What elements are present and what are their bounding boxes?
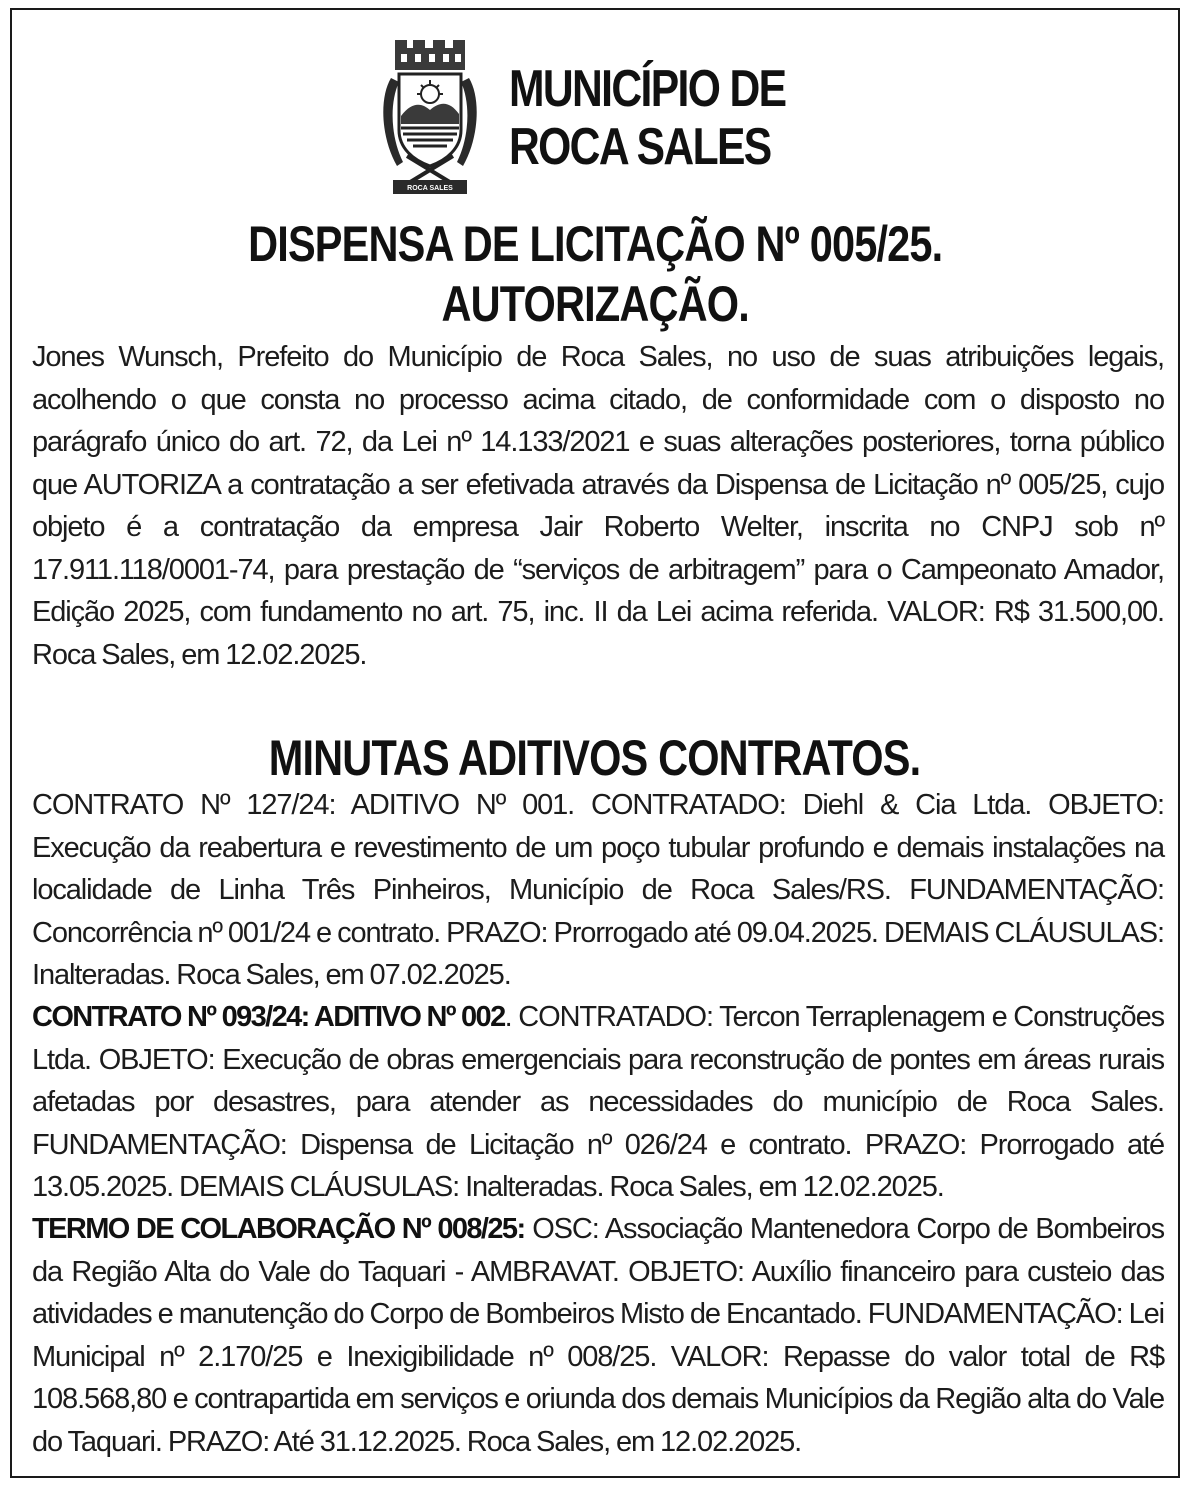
municipality-title-line1: MUNICÍPIO DE — [509, 60, 786, 118]
crest-motto: ROCA SALES — [407, 185, 453, 192]
termo-008-lead: TERMO DE COLABORAÇÃO Nº 008/25: — [32, 1213, 525, 1245]
contract-093-paragraph — [32, 996, 1164, 1209]
contract-127-paragraph: CONTRATO Nº 127/24: ADITIVO Nº 001. CONTRATADO: Diehl & Cia Ltda. OBJETO: Execução da reabertura e revestimento de um poço tubular profundo e demais instalações na localidade de Linha Três Pinheiros, Município de Roca Sales/RS. FUNDAMENTAÇÃO: Concorrência nº 001/24 e contrato. PRAZO: Prorrogado até 09.04.2025. DEMAIS CLÁUSULAS: Inalteradas. Roca Sales, em 07.02.2025. — [32, 789, 1164, 991]
dispensa-body: Jones Wunsch, Prefeito do Município de Roca Sales, no uso de suas atribuições legais, acolhendo o que consta no processo acima citado, de conformidade com o disposto no parágrafo único do art. 72, da Lei nº 14.133/2021 e suas alterações posteriores, torna público que AUTORIZA a contratação a ser efetivada através da Dispensa de Licitação nº 005/25, cujo objeto é a contratação da empresa Jair Roberto Welter, inscrita no CNPJ sob nº 17.911.118/0001-74, para prestação de “serviços de arbitragem” para o Campeonato Amador, Edição 2025, com fundamento no art. 75, inc. II da Lei acima referida. VALOR: R$ 31.500,00. Roca Sales, em 12.02.2025. — [32, 341, 1164, 671]
minutas-title: MINUTAS ADITIVOS CONTRATOS. — [269, 730, 921, 786]
contract-093-body: . CONTRATADO: Tercon Terraplenagem e Construções Ltda. OBJETO: Execução de obras emergenciais para reconstrução de pontes em áreas rurais afetadas por desastres, para atender as necessidades do município de Roca Sales. FUNDAMENTAÇÃO: Dispensa de Licitação nº 026/24 e contrato. PRAZO: Prorrogado até 13.05.2025. DEMAIS CLÁUSULAS: Inalteradas. Roca Sales, em 12.02.2025. — [32, 1001, 1164, 1203]
municipal-crest-icon — [377, 38, 483, 196]
termo-008-body: OSC: Associação Mantenedora Corpo de Bombeiros da Região Alta do Vale do Taquari - AMBRAVAT. OBJETO: Auxílio financeiro para custeio das atividades e manutenção do Corpo de Bombeiros Misto de Encantado. FUNDAMENTAÇÃO: Lei Municipal nº 2.170/25 e Inexigibilidade nº 008/25. VALOR: Repasse do valor total de R$ 108.568,80 e contrapartida em serviços e oriunda dos demais Municípios da Região alta do Vale do Taquari. PRAZO: Até 31.12.2025. Roca Sales, em 12.02.2025. — [32, 1213, 1164, 1458]
dispensa-title-line2: AUTORIZAÇÃO. — [441, 276, 749, 332]
municipality-title — [509, 60, 785, 176]
municipality-title-line2: ROCA SALES — [509, 118, 771, 176]
contract-093-lead: CONTRATO Nº 093/24: ADITIVO Nº 002 — [32, 1001, 505, 1033]
termo-008-paragraph — [32, 1208, 1164, 1463]
dispensa-heading — [12, 214, 1178, 334]
notice-page — [10, 8, 1180, 1478]
header — [12, 38, 1178, 203]
minutas-heading — [12, 728, 1178, 788]
dispensa-title-line1: DISPENSA DE LICITAÇÃO Nº 005/25. — [247, 216, 943, 272]
